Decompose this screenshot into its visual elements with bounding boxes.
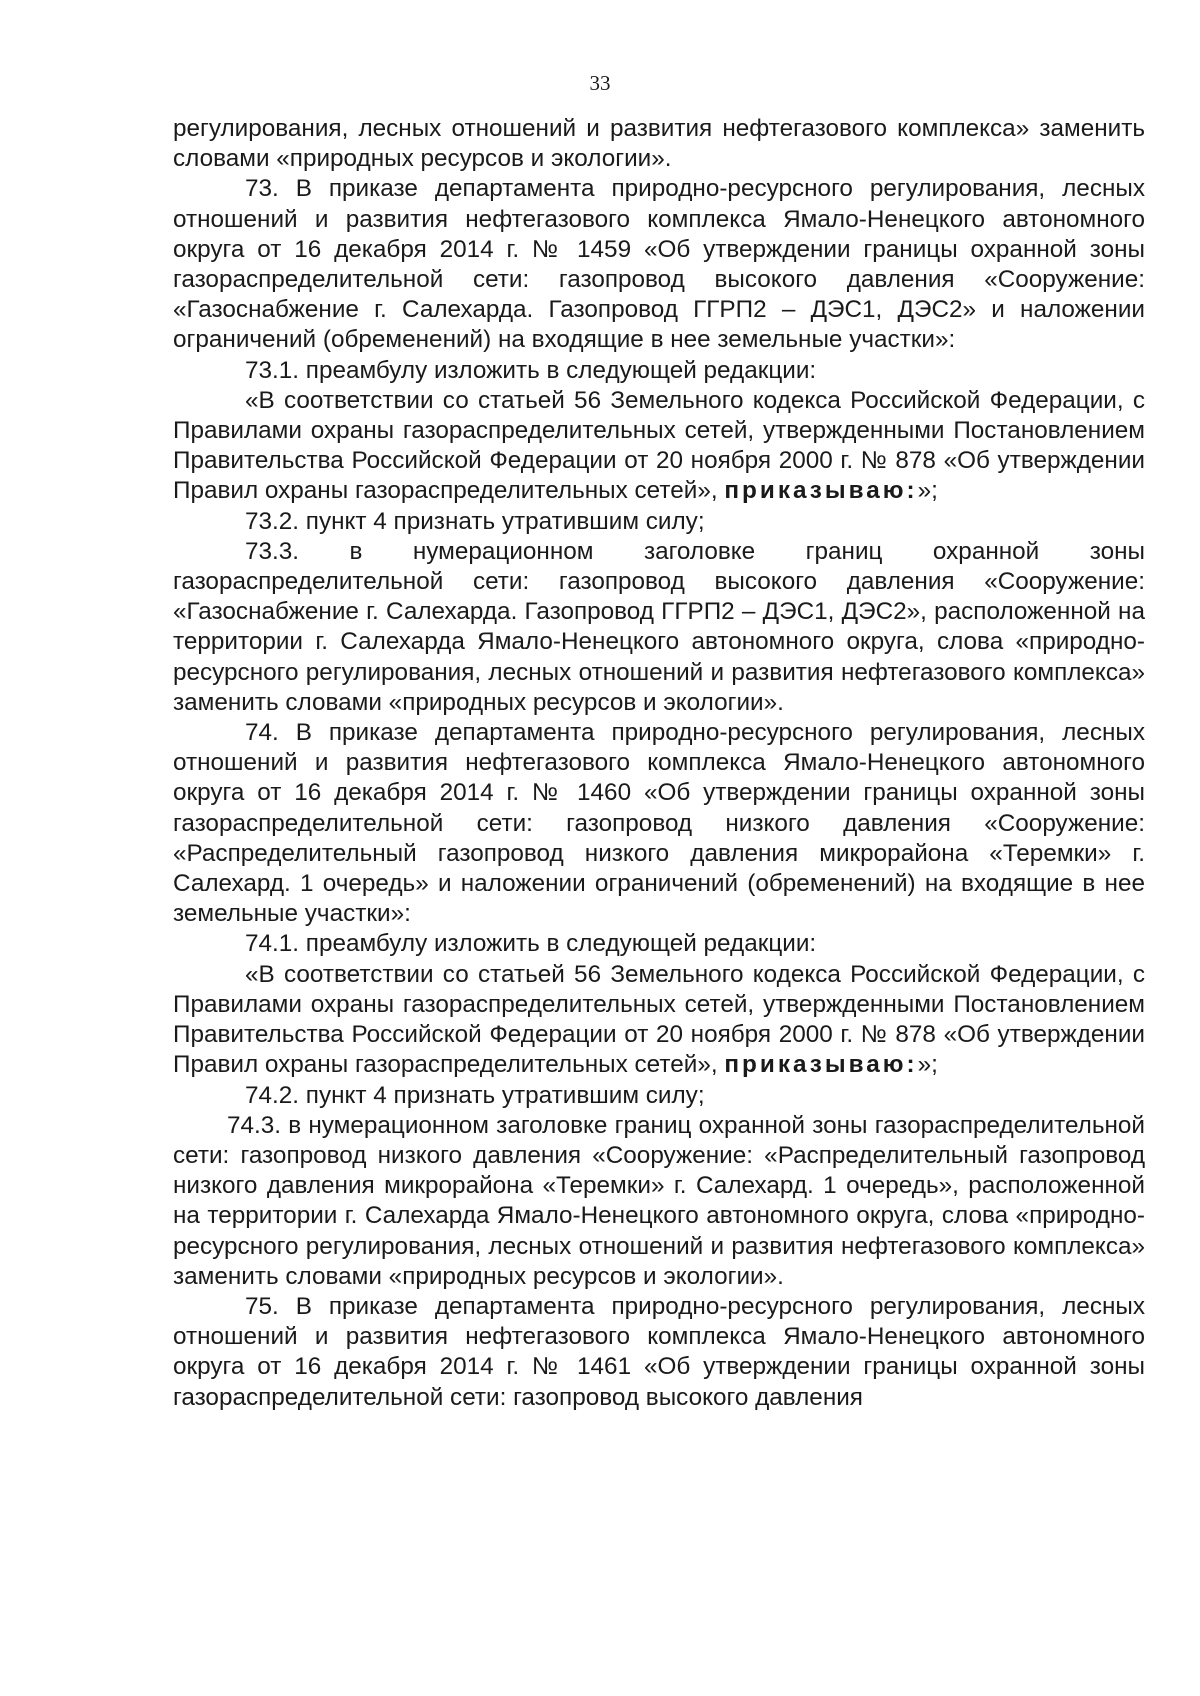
paragraph-item-74-1: 74.1. преамбулу изложить в следующей редакции: [245,930,817,958]
preamble-text: «В соответствии со статьей 56 Земельного кодекса Российской Федерации, с Правилами охраны газораспределительных сетей, утвержденными Постановлением Правительства Российской Федерации от 20 ноября 2000 г. № 878 «Об утверждении Правил охраны газораспределительных сетей», [173,960,1145,1079]
order-word: приказываю: [724,1051,918,1079]
paragraph-item-73: 73. В приказе департамента природно-ресурсного регулирования, лесных отношений и развития нефтегазового комплекса Ямало-Ненецкого автономного округа от 16 декабря 2014 г. № 1459 «Об утверждении границы охранной зоны газораспределительной сети: газопровод высокого давления «Сооружение: «Газоснабжение г. Салехарда. Газопровод ГГРП2 – ДЭС1, ДЭС2» и наложении ограничений (обременений) на входящие в нее земельные участки»: [173,175,1145,354]
paragraph-preamble-73 [173,386,1145,507]
paragraph-item-75: 75. В приказе департамента природно-ресурсного регулирования, лесных отношений и развития нефтегазового комплекса Ямало-Ненецкого автономного округа от 16 декабря 2014 г. № 1461 «Об утверждении границы охранной зоны газораспределительной сети: газопровод высокого давления [173,1292,1145,1411]
paragraph-item-74: 74. В приказе департамента природно-ресурсного регулирования, лесных отношений и развития нефтегазового комплекса Ямало-Ненецкого автономного округа от 16 декабря 2014 г. № 1460 «Об утверждении границы охранной зоны газораспределительной сети: газопровод низкого давления «Сооружение: «Распределительный газопровод низкого давления микрорайона «Теремки» г. Салехард. 1 очередь» и наложении ограничений (обременений) на входящие в нее земельные участки»: [173,719,1145,928]
order-word: приказываю: [724,477,918,505]
paragraph-preamble-74 [173,960,1145,1081]
paragraph-item-74-2: 74.2. пункт 4 признать утратившим силу; [245,1081,705,1109]
paragraph-item-73-1: 73.1. преамбулу изложить в следующей редакции: [245,356,817,384]
preamble-tail: »; [917,1051,938,1079]
document-body [173,114,1145,1413]
page-number: 33 [589,71,611,95]
preamble-tail: »; [917,477,938,505]
preamble-text: «В соответствии со статьей 56 Земельного кодекса Российской Федерации, с Правилами охраны газораспределительных сетей, утвержденными Постановлением Правительства Российской Федерации от 20 ноября 2000 г. № 878 «Об утверждении Правил охраны газораспределительных сетей», [173,386,1145,505]
paragraph-item-73-2: 73.2. пункт 4 признать утратившим силу; [245,507,705,535]
paragraph-item-73-3: 73.3. в нумерационном заголовке границ охранной зоны газораспределительной сети: газопровод высокого давления «Сооружение: «Газоснабжение г. Салехарда. Газопровод ГГРП2 – ДЭС1, ДЭС2», расположенной на территории г. Салехарда Ямало-Ненецкого автономного округа, слова «природно-ресурсного регулирования, лесных отношений и развития нефтегазового комплекса» заменить словами «природных ресурсов и экологии». [173,537,1145,716]
paragraph-item-74-3: 74.3. в нумерационном заголовке границ охранной зоны газораспределительной сети: газопровод низкого давления «Сооружение: «Распределительный газопровод низкого давления микрорайона «Теремки» г. Салехард. 1 очередь», расположенной на территории г. Салехарда Ямало-Ненецкого автономного округа, слова «природно-ресурсного регулирования, лесных отношений и развития нефтегазового комплекса» заменить словами «природных ресурсов и экологии». [173,1111,1145,1290]
paragraph-continuation: регулирования, лесных отношений и развития нефтегазового комплекса» заменить словами «природных ресурсов и экологии». [173,115,1145,173]
